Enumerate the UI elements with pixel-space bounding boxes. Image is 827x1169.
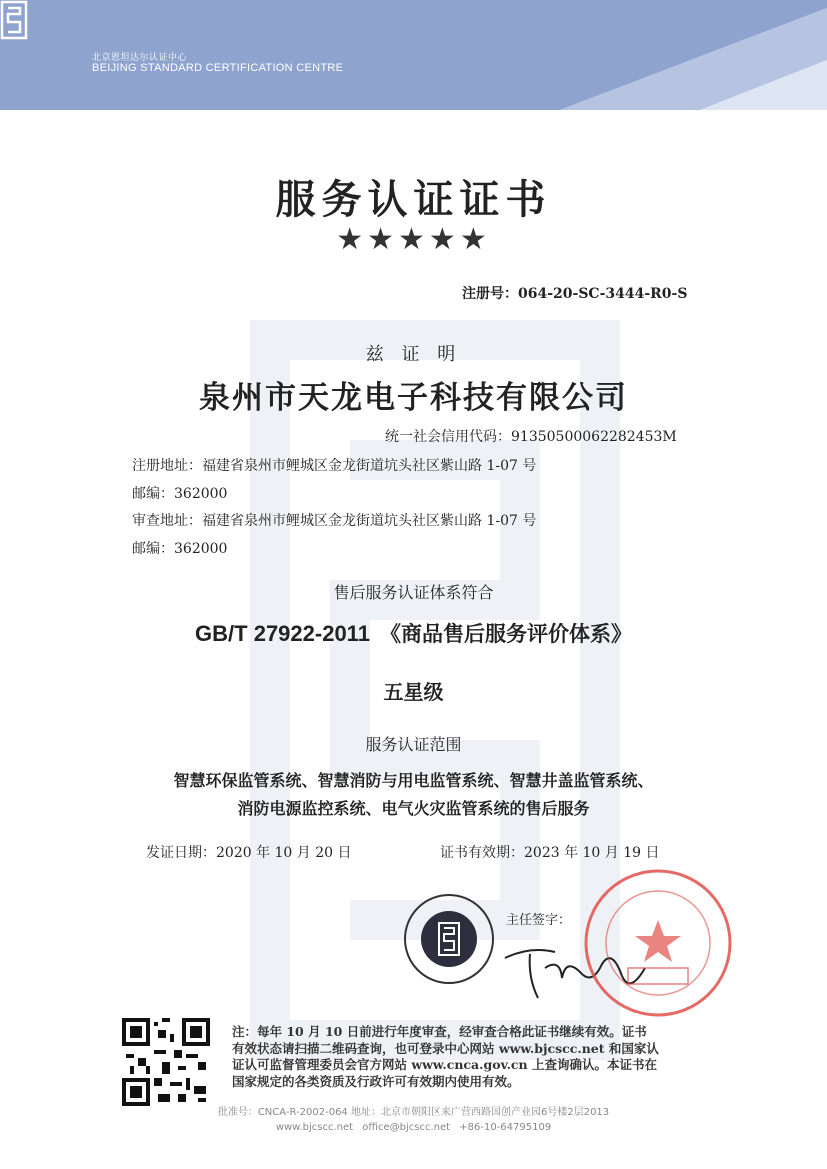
logo-icon xyxy=(0,0,28,40)
standard-name: 《商品售后服务评价体系》 xyxy=(379,621,632,646)
note-line: 注：每年 10 月 10 日前进行年度审查，经审查合格此证书继续有效。证书 xyxy=(232,1024,647,1039)
certificate-title: 服务认证证书 xyxy=(275,176,552,223)
scope-label: 服务认证范围 xyxy=(365,735,462,754)
validity-notes xyxy=(232,1024,692,1090)
header-band xyxy=(0,0,827,110)
note-line: 国家规定的各类资质及行政许可有效期内使用有效。 xyxy=(232,1073,520,1089)
logo-text-cn: 北京恩坦达尔认证中心 xyxy=(92,53,188,63)
logo-text-en: BEIJING STANDARD CERTIFICATION CENTRE xyxy=(92,62,344,74)
registered-postcode: 邮编：362000 xyxy=(132,486,228,502)
director-signature-label: 主任签字： xyxy=(506,913,572,928)
certification-mark-seal xyxy=(403,893,495,985)
qr-code[interactable] xyxy=(122,1018,210,1106)
note-line: 有效状态请扫描二维码查询，也可登录中心网站 www.bjcscc.net 和国家认 xyxy=(232,1040,659,1056)
footer-contact: www.bjcscc.net office@bjcscc.net +86-10-64795109 xyxy=(275,1122,552,1133)
footer-approval-address: 批准号：CNCA-R-2002-064 地址：北京市朝阳区来广营西路国创产业园6号楼2层2013 xyxy=(217,1107,610,1118)
audit-postcode: 邮编：362000 xyxy=(132,541,228,557)
certify-text: 兹 证 明 xyxy=(365,344,462,365)
company-name: 泉州市天龙电子科技有限公司 xyxy=(199,380,628,416)
audit-address: 审查地址：福建省泉州市鲤城区金龙街道坑头社区紫山路 1-07 号 xyxy=(132,513,537,529)
registration-number: 注册号：064-20-SC-3444-R0-S xyxy=(462,286,688,302)
star-rating: ★★★★★ xyxy=(336,222,491,257)
conformity-text: 售后服务认证体系符合 xyxy=(333,583,494,602)
credit-code: 统一社会信用代码：91350500062282453M xyxy=(385,429,677,445)
certification-level: 五星级 xyxy=(383,680,444,704)
scope-line-2: 消防电源监控系统、电气火灾监管系统的售后服务 xyxy=(237,799,590,818)
standard-line xyxy=(0,618,827,648)
scope-line-1: 智慧环保监管系统、智慧消防与用电监管系统、智慧井盖监管系统、 xyxy=(173,771,654,790)
issue-date: 发证日期：2020 年 10 月 20 日 xyxy=(146,845,352,861)
registered-address: 注册地址：福建省泉州市鲤城区金龙街道坑头社区紫山路 1-07 号 xyxy=(132,458,537,474)
standard-code: GB/T 27922-2011 xyxy=(195,621,370,646)
official-red-seal xyxy=(583,868,733,1018)
valid-until-date: 证书有效期：2023 年 10 月 19 日 xyxy=(440,845,660,861)
note-line: 证认可监督管理委员会官方网站 www.cnca.gov.cn 上查询确认。本证书在 xyxy=(232,1057,657,1072)
